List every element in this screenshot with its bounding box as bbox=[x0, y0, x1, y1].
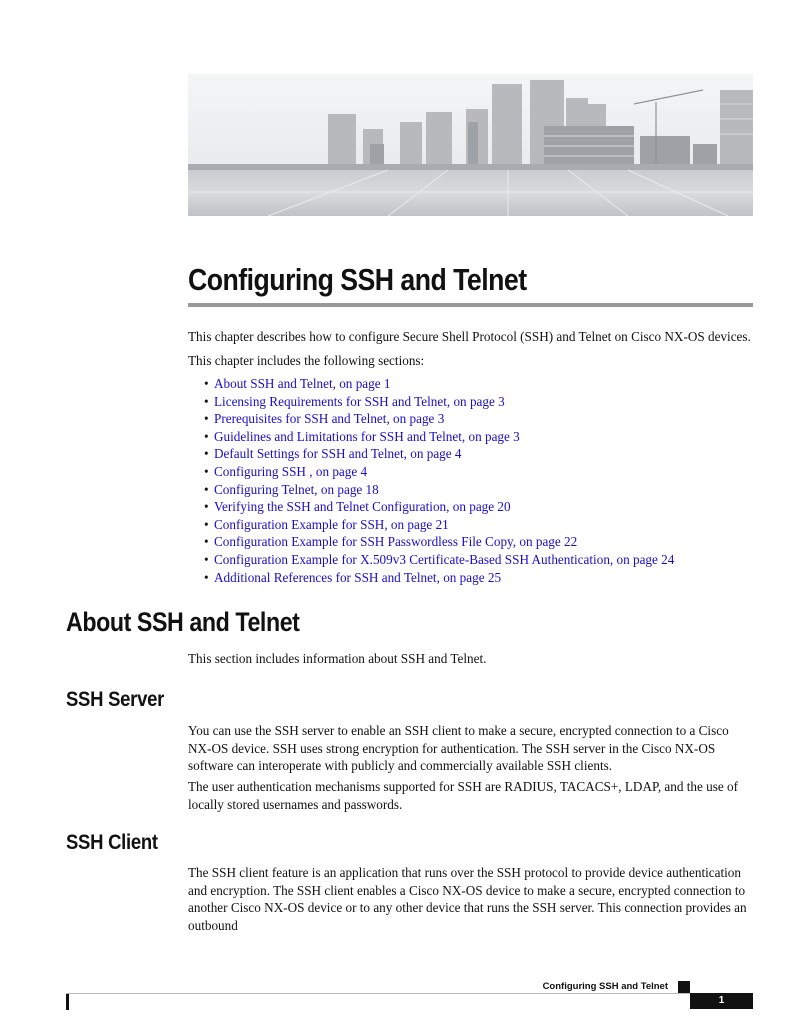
section-list bbox=[204, 375, 764, 586]
about-text: This section includes information about SSH and Telnet. bbox=[188, 651, 487, 666]
toc-link[interactable]: About SSH and Telnet, on page 1 bbox=[214, 376, 391, 391]
chapter-hero-image bbox=[188, 74, 753, 216]
list-item: • Prerequisites for SSH and Telnet, on page 3 bbox=[204, 411, 445, 427]
toc-link[interactable]: Configuring SSH , on page 4 bbox=[214, 463, 368, 479]
page-number: 1 bbox=[690, 993, 753, 1009]
ssh-server-paragraph-1: You can use the SSH server to enable an SSH client to make a secure, encrypted connection to a Cisco NX-OS device. SSH uses strong encryption for authentication. The SSH server in the Cisco NX-OS software can interoperate with publicly and commercially available SSH clients. bbox=[188, 723, 729, 774]
toc-link[interactable]: Prerequisites for SSH and Telnet, on page 3 bbox=[214, 411, 445, 427]
footer-rule bbox=[66, 993, 753, 994]
title-rule bbox=[188, 303, 753, 307]
list-item: • Default Settings for SSH and Telnet, on page 4 bbox=[204, 446, 462, 462]
list-item: • Licensing Requirements for SSH and Telnet, on page 3 bbox=[204, 393, 505, 409]
toc-link[interactable]: Licensing Requirements for SSH and Telnet, on page 3 bbox=[214, 393, 505, 409]
list-item: • Configuring Telnet, on page 18 bbox=[204, 481, 379, 497]
list-item: • Configuration Example for SSH, on page 21 bbox=[204, 516, 449, 532]
toc-link[interactable]: Configuring Telnet, on page 18 bbox=[214, 481, 379, 497]
section-heading-about: About SSH and Telnet bbox=[66, 607, 300, 637]
toc-link[interactable]: Guidelines and Limitations for SSH and Telnet, on page 3 bbox=[214, 428, 520, 444]
footer-marker bbox=[678, 981, 690, 993]
ssh-client-paragraph-1: The SSH client feature is an application that runs over the SSH protocol to provide device authentication and encryption. The SSH client enables a Cisco NX-OS device to make a secure, encrypted connection to another Cisco NX-OS device or to any other device that runs the SSH server. This connection provides an outbound bbox=[188, 865, 747, 933]
toc-link[interactable]: Configuration Example for SSH Passwordless File Copy, on page 22 bbox=[214, 534, 578, 550]
list-item: • Configuring SSH , on page 4 bbox=[204, 463, 368, 479]
toc-link[interactable]: Additional References for SSH and Telnet, on page 25 bbox=[214, 569, 502, 585]
footer-left-bar bbox=[66, 994, 69, 1010]
ssh-server-paragraph-2: The user authentication mechanisms supported for SSH are RADIUS, TACACS+, LDAP, and the use of locally stored usernames and passwords. bbox=[188, 779, 739, 812]
toc-link[interactable]: Configuration Example for X.509v3 Certificate-Based SSH Authentication, on page 24 bbox=[214, 551, 675, 567]
list-item: • About SSH and Telnet, on page 1 bbox=[204, 376, 391, 391]
chapter-sections-intro: This chapter includes the following sections: bbox=[188, 353, 425, 368]
section-heading-ssh-client: SSH Client bbox=[66, 831, 158, 854]
toc-link[interactable]: Configuration Example for SSH, on page 21 bbox=[214, 516, 449, 532]
chapter-title: Configuring SSH and Telnet bbox=[188, 262, 527, 297]
toc-link[interactable]: Verifying the SSH and Telnet Configuration, on page 20 bbox=[214, 499, 511, 515]
list-item: • Additional References for SSH and Telnet, on page 25 bbox=[204, 569, 502, 585]
list-item: • Verifying the SSH and Telnet Configuration, on page 20 bbox=[204, 499, 511, 515]
list-item: • Configuration Example for SSH Passwordless File Copy, on page 22 bbox=[204, 534, 578, 550]
chapter-intro: This chapter describes how to configure Secure Shell Protocol (SSH) and Telnet on Cisco NX-OS devices. bbox=[188, 329, 751, 344]
footer-chapter-title: Configuring SSH and Telnet bbox=[542, 981, 668, 992]
list-item: • Configuration Example for X.509v3 Certificate-Based SSH Authentication, on page 24 bbox=[204, 551, 675, 567]
list-item: • Guidelines and Limitations for SSH and Telnet, on page 3 bbox=[204, 428, 520, 444]
toc-link[interactable]: Default Settings for SSH and Telnet, on page 4 bbox=[214, 446, 462, 462]
section-heading-ssh-server: SSH Server bbox=[66, 688, 165, 711]
